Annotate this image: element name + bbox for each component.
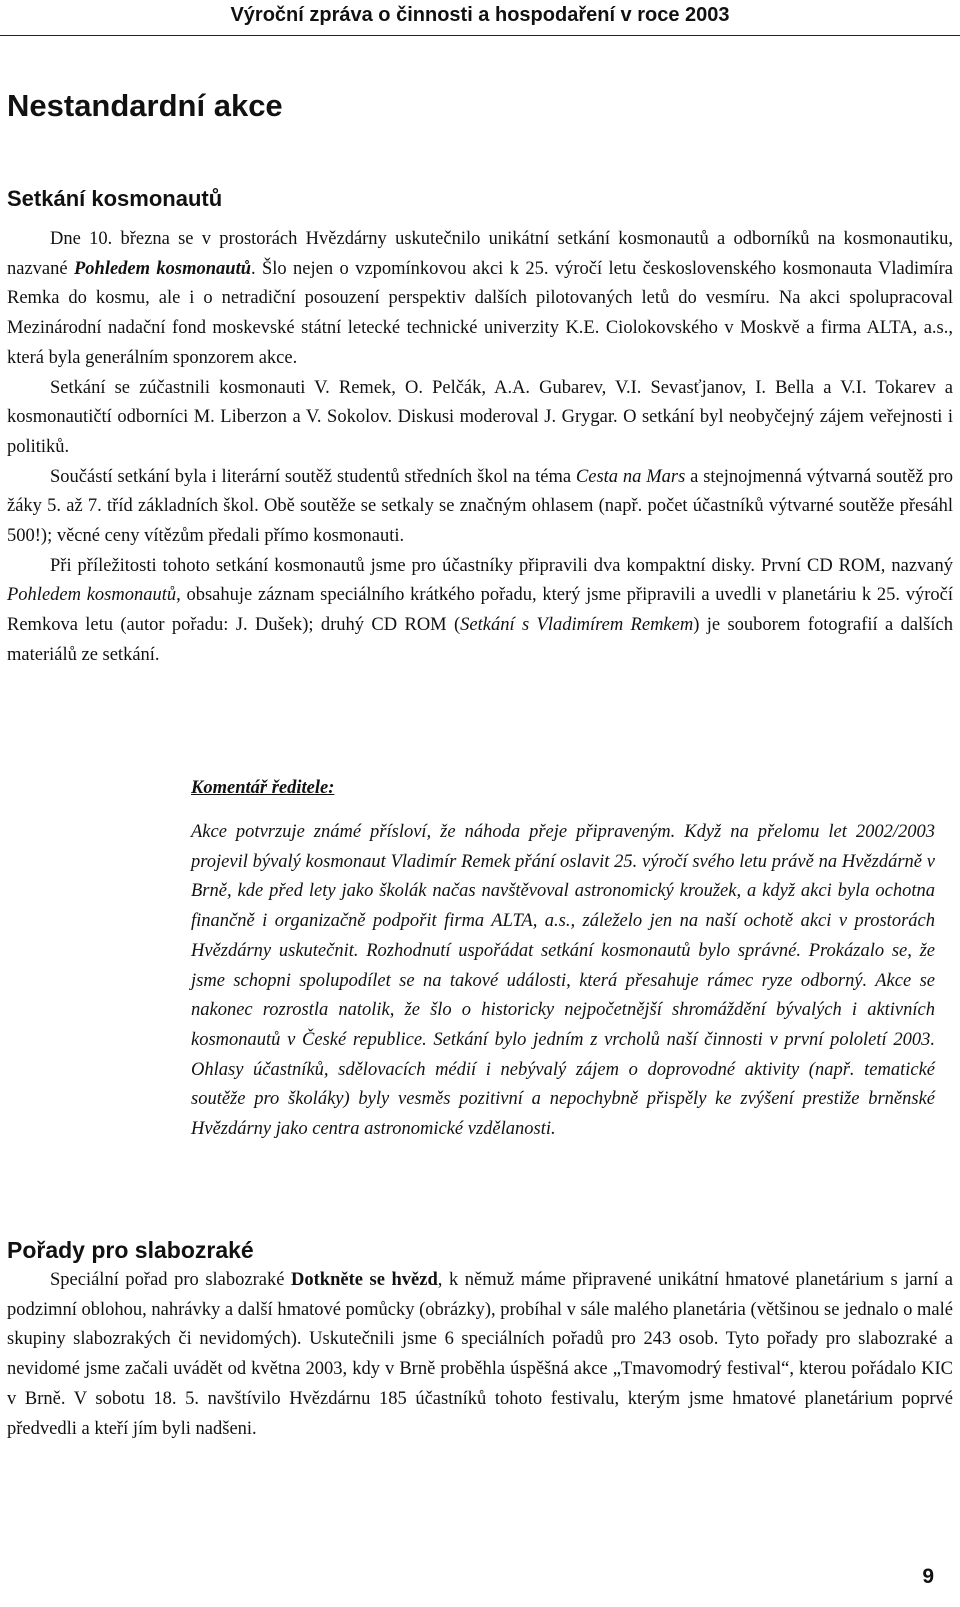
running-header: Výroční zpráva o činnosti a hospodaření v roce 2003 [0, 0, 960, 36]
programs-heading: Pořady pro slabozraké [7, 1237, 254, 1263]
director-comment [191, 778, 935, 1145]
meeting-paragraph-3: Součástí setkání byla i literární soutěž studentů středních škol na téma Cesta na Mars a stejnojmenná výtvarná soutěž pro žáky 5. až 7. tříd základních škol. Obě soutěže se setkaly se značným ohlasem (např. počet účastníků výtvarné soutěže přesáhl 500!); věcné ceny vítězům předali přímo kosmonauti. [7, 466, 954, 547]
program-name: Dotkněte se hvězd [291, 1270, 438, 1290]
programs-text [7, 1266, 953, 1444]
programs-paragraph-1: Speciální pořad pro slabozraké Dotkněte se hvězd, k němuž máme připravené unikátní hmatové planetárium s jarní a podzimní oblohou, nahrávky a další hmatové pomůcky (obrázky), probíhal v sále malého planetária (většinou se jednalo o malé skupiny slabozrakých či nevidomých). Uskutečnili jsme 6 speciálních pořadů pro 243 osob. Tyto pořady pro slabozraké a nevidomé jsme začali uvádět od května 2003, kdy v Brně proběhla úspěšná akce „Tmavomodrý festival“, kterou pořádalo KIC v Brně. V sobotu 18. 5. navštívilo Hvězdárnu 185 účastníků tohoto festivalu, kterým jsme hmatové planetárium poprvé předvedli a kteří jím byli nadšeni. [7, 1270, 954, 1439]
comment-title: Komentář ředitele: [191, 778, 335, 798]
event-name: Pohledem kosmonautů [73, 258, 251, 279]
meeting-text [7, 225, 953, 671]
meeting-heading: Setkání kosmonautů [7, 186, 223, 211]
section-title: Nestandardní akce [7, 88, 283, 123]
meeting-paragraph-2: Setkání se zúčastnili kosmonauti V. Remek, O. Pelčák, A.A. Gubarev, V.I. Sevasťjanov, I. Bella a V.I. Tokarev a kosmonautičtí odborníci M. Liberzon a V. Sokolov. Diskusi moderoval J. Grygar. O setkání byl neobyčejný zájem veřejnosti i politiků. [7, 377, 953, 457]
contest-theme: Cesta na Mars [575, 466, 686, 487]
comment-body: Akce potvrzuje známé přísloví, že náhoda přeje připraveným. Když na přelomu let 2002/2003 projevil bývalý kosmonaut Vladimír Remek přání oslavit 25. výročí svého letu právě na Hvězdárně v Brně, kde před lety jako školák načas navštěvoval astronomický kroužek, a když akci byla ochotna finančně i organizačně podpořit firma ALTA, a.s., záleželo jen na naší ochotě akci v prostorách Hvězdárny uskutečnit. Rozhodnutí uspořádat setkání kosmonautů bylo správné. Prokázalo se, že jsme schopni spolupodílet se na takové události, která přesahuje rámec ryze odborný. Akce se nakonec rozrostla natolik, že šlo o historicky nejpočetnější shromáždění bývalých i aktivních kosmonautů v České republice. Setkání bylo jedním z vrcholů naší činnosti v první pololetí 2003. Ohlasy účastníků, sdělovacích médií i nebývalý zájem o doprovodné aktivity (např. tematické soutěže pro školáky) byly vesměs pozitivní a nepochybně přispěly ke zvýšení prestiže brněnské Hvězdárny jako centra astronomické vzdělanosti. [191, 822, 935, 1140]
cd-title-1: Pohledem kosmonautů [7, 585, 177, 606]
page-number: 9 [922, 1565, 934, 1588]
meeting-paragraph-1: Dne 10. března se v prostorách Hvězdárny uskutečnilo unikátní setkání kosmonautů a odborníků na kosmonautiku, nazvané Pohledem kosmonautů. Šlo nejen o vzpomínkovou akci k 25. výročí letu československého kosmonauta Vladimíra Remka do kosmu, ale i o netradiční posouzení perspektiv dalších pilotovaných letů do vesmíru. Na akci spolupracoval Mezinárodní nadační fond moskevské státní letecké technické univerzity K.E. Ciolokovského v Moskvě a firma ALTA, a.s., která byla generálním sponzorem akce. [7, 229, 953, 368]
meeting-paragraph-4: Při příležitosti tohoto setkání kosmonautů jsme pro účastníky připravili dva kompaktní disky. První CD ROM, nazvaný Pohledem kosmonautů, obsahuje záznam speciálního krátkého pořadu, který jsme připravili a uvedli v planetáriu k 25. výročí Remkova letu (autor pořadu: J. Dušek); druhý CD ROM (Setkání s Vladimírem Remkem) je souborem fotografií a dalších materiálů ze setkání. [7, 555, 953, 665]
cd-title-2: Setkání s Vladimírem Remkem [460, 615, 694, 636]
